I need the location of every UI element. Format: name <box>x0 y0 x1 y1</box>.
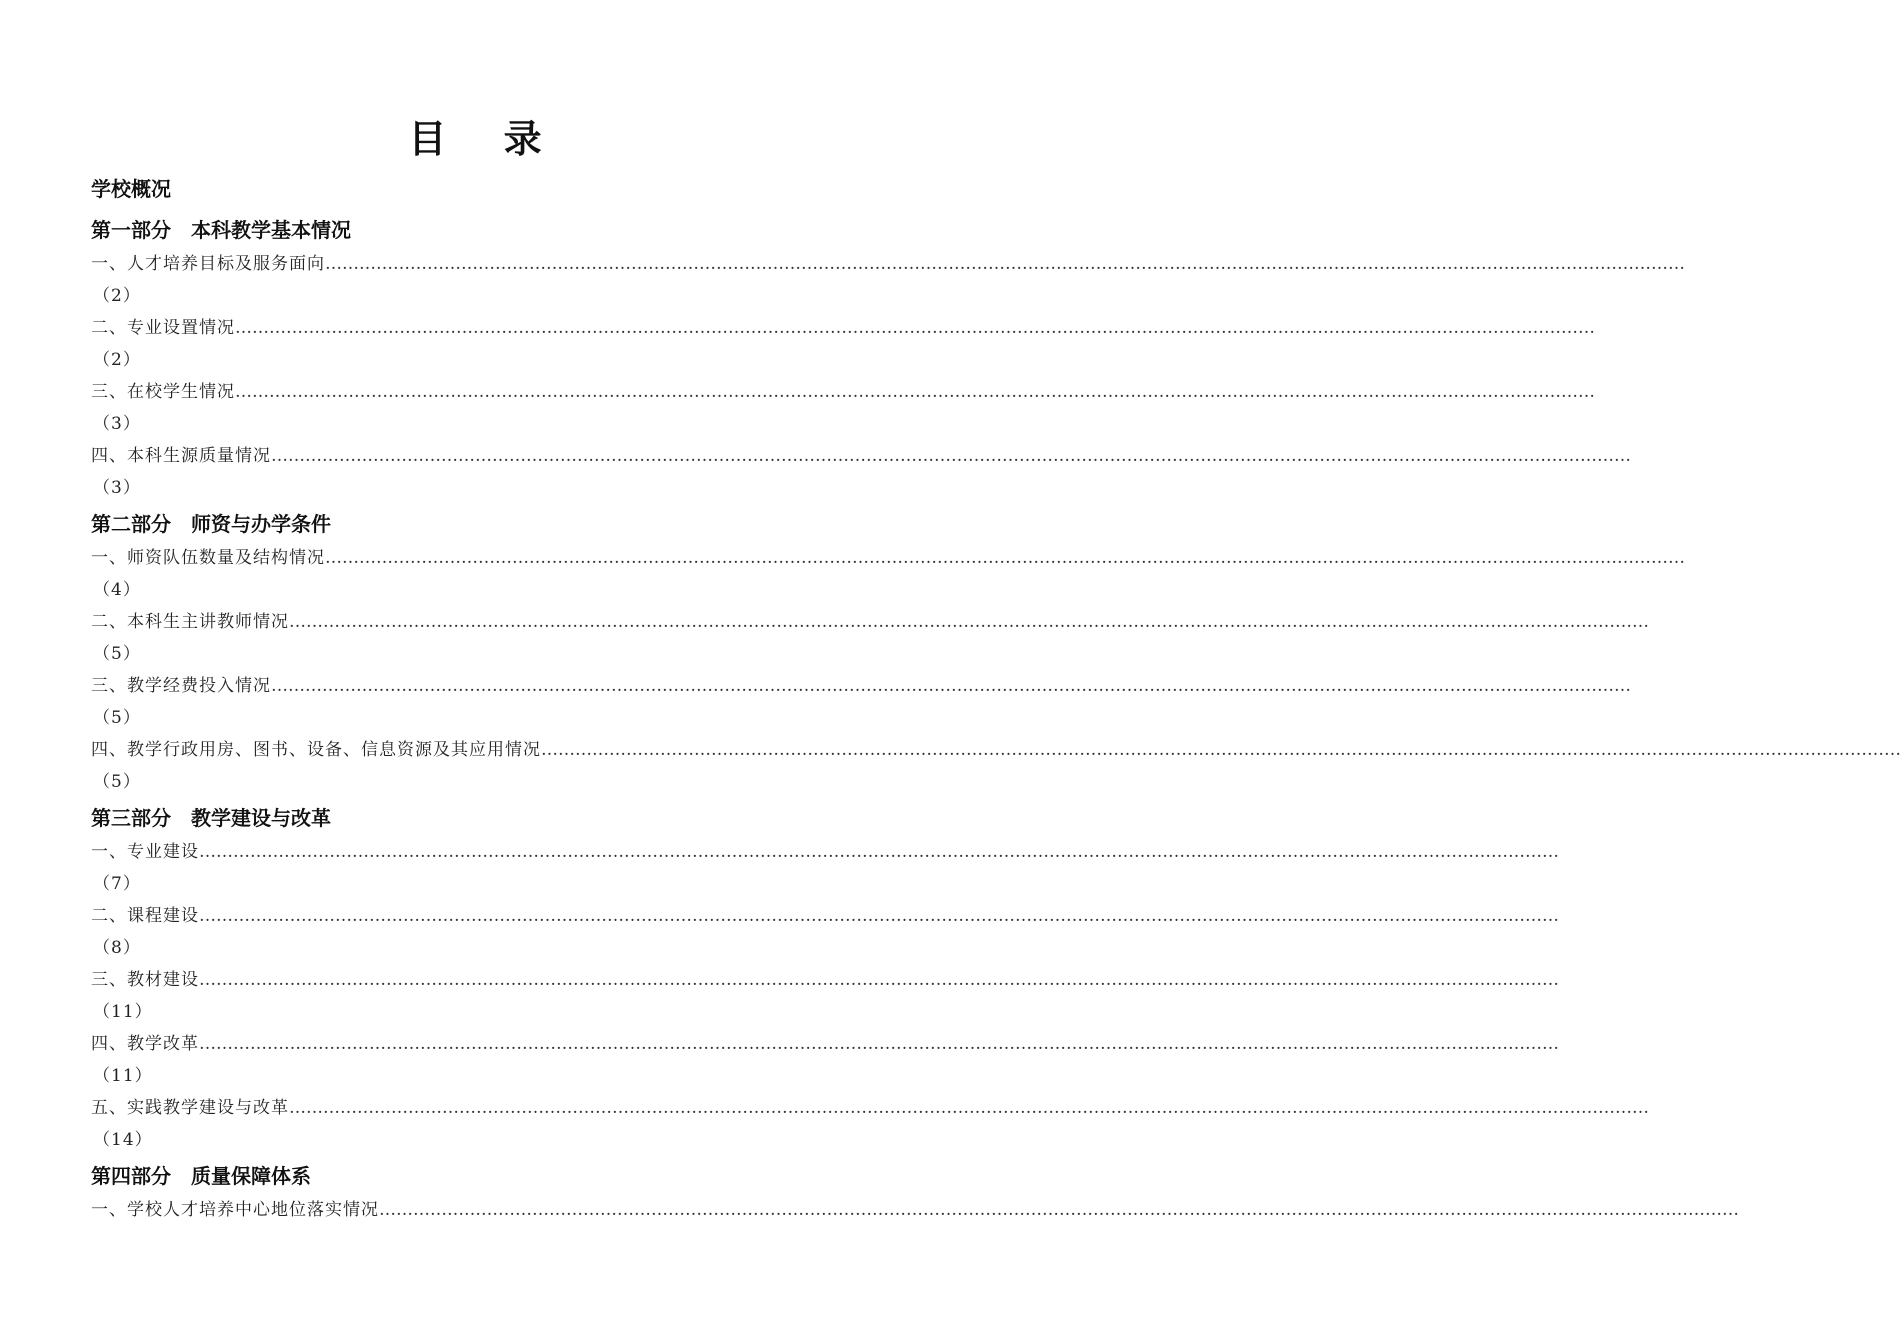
toc-entry-line <box>91 734 1901 766</box>
table-of-contents <box>91 212 1901 1228</box>
toc-entry-label: 四、本科生源质量情况 <box>91 446 271 466</box>
toc-leader-dots: …………………………………………………………………………………………………………………………………………………………………………………………………………………… <box>325 254 1685 274</box>
toc-entry-label: 四、教学行政用房、图书、设备、信息资源及其应用情况 <box>91 740 541 760</box>
toc-entry-line <box>91 964 1559 996</box>
toc-page-number: （5） <box>93 644 141 664</box>
toc-page-number: （11） <box>93 1002 153 1022</box>
toc-entry-label: 一、学校人才培养中心地位落实情况 <box>91 1200 379 1220</box>
toc-section <box>91 800 1649 1156</box>
toc-page-number: （5） <box>93 708 141 728</box>
toc-entry-label: 四、教学改革 <box>91 1034 199 1054</box>
toc-leader-dots: …………………………………………………………………………………………………………………………………………………………………………………………………………………… <box>325 548 1685 568</box>
toc-leader-dots: …………………………………………………………………………………………………………………………………………………………………………………………………………………… <box>235 382 1595 402</box>
toc-section <box>91 1158 1739 1226</box>
toc-entry-line <box>91 440 1631 472</box>
toc-entry-line <box>91 836 1559 868</box>
toc-entry-label: 一、人才培养目标及服务面向 <box>91 254 325 274</box>
toc-entry-line <box>91 606 1649 638</box>
intro-heading: 学校概况 <box>91 177 171 201</box>
toc-entry[interactable] <box>91 376 1595 440</box>
toc-leader-dots: …………………………………………………………………………………………………………………………………………………………………………………………………………………… <box>541 740 1901 760</box>
toc-page-number: （8） <box>93 938 141 958</box>
toc-entry-label: 三、教学经费投入情况 <box>91 676 271 696</box>
toc-entry[interactable] <box>91 542 1685 606</box>
toc-page-number: （5） <box>93 772 141 792</box>
section-name: 本科教学基本情况 <box>191 218 351 242</box>
toc-entry-line <box>91 248 1685 280</box>
toc-page-number: （7） <box>93 874 141 894</box>
toc-leader-dots: …………………………………………………………………………………………………………………………………………………………………………………………………………………… <box>199 906 1559 926</box>
toc-leader-dots: …………………………………………………………………………………………………………………………………………………………………………………………………………………… <box>379 1200 1739 1220</box>
toc-leader-dots: …………………………………………………………………………………………………………………………………………………………………………………………………………………… <box>235 318 1595 338</box>
toc-entry-line <box>91 900 1559 932</box>
toc-page-number: （3） <box>93 414 141 434</box>
section-heading <box>91 1158 859 1194</box>
toc-leader-dots: …………………………………………………………………………………………………………………………………………………………………………………………………………………… <box>199 842 1559 862</box>
toc-page-number: （2） <box>93 286 141 306</box>
toc-page-number: （4） <box>93 580 141 600</box>
toc-entry[interactable] <box>91 836 1559 900</box>
section-name: 师资与办学条件 <box>191 512 331 536</box>
toc-entry-label: 一、师资队伍数量及结构情况 <box>91 548 325 568</box>
toc-entry-label: 一、专业建设 <box>91 842 199 862</box>
toc-leader-dots: …………………………………………………………………………………………………………………………………………………………………………………………………………………… <box>199 1034 1559 1054</box>
toc-section <box>91 506 1901 798</box>
section-heading <box>91 800 859 836</box>
section-name: 质量保障体系 <box>191 1164 311 1188</box>
toc-entry-label: 二、本科生主讲教师情况 <box>91 612 289 632</box>
toc-page-number: （14） <box>93 1130 153 1150</box>
toc-entry-label: 三、在校学生情况 <box>91 382 235 402</box>
toc-entry[interactable] <box>91 670 1631 734</box>
toc-entry[interactable] <box>91 1092 1649 1156</box>
toc-entry-line <box>91 1028 1559 1060</box>
toc-entry[interactable] <box>91 734 1901 798</box>
section-part-label: 第一部分 <box>91 218 171 242</box>
toc-entry[interactable] <box>91 312 1595 376</box>
section-heading <box>91 212 859 248</box>
toc-entry[interactable] <box>91 606 1649 670</box>
section-heading <box>91 506 859 542</box>
toc-entry[interactable] <box>91 440 1631 504</box>
toc-entry[interactable] <box>91 1194 1739 1226</box>
toc-entry-label: 二、专业设置情况 <box>91 318 235 338</box>
toc-entry-line <box>91 312 1595 344</box>
toc-leader-dots: …………………………………………………………………………………………………………………………………………………………………………………………………………………… <box>271 446 1631 466</box>
section-part-label: 第二部分 <box>91 512 171 536</box>
toc-leader-dots: …………………………………………………………………………………………………………………………………………………………………………………………………………………… <box>199 970 1559 990</box>
toc-entry-line <box>91 670 1631 702</box>
toc-entry-label: 二、课程建设 <box>91 906 199 926</box>
toc-entry[interactable] <box>91 248 1685 312</box>
toc-entry[interactable] <box>91 1028 1559 1092</box>
toc-entry[interactable] <box>91 964 1559 1028</box>
page-title: 目 录 <box>408 117 564 161</box>
section-part-label: 第四部分 <box>91 1164 171 1188</box>
toc-page-number: （2） <box>93 350 141 370</box>
toc-leader-dots: …………………………………………………………………………………………………………………………………………………………………………………………………………………… <box>271 676 1631 696</box>
toc-entry-line <box>91 542 1685 574</box>
toc-leader-dots: …………………………………………………………………………………………………………………………………………………………………………………………………………………… <box>289 612 1649 632</box>
toc-entry-label: 三、教材建设 <box>91 970 199 990</box>
toc-leader-dots: …………………………………………………………………………………………………………………………………………………………………………………………………………………… <box>289 1098 1649 1118</box>
toc-page-number: （11） <box>93 1066 153 1086</box>
toc-entry-line <box>91 1194 1739 1226</box>
toc-section <box>91 212 1685 504</box>
section-part-label: 第三部分 <box>91 806 171 830</box>
toc-page-number: （3） <box>93 478 141 498</box>
toc-entry-line <box>91 1092 1649 1124</box>
toc-entry-label: 五、实践教学建设与改革 <box>91 1098 289 1118</box>
toc-entry[interactable] <box>91 900 1559 964</box>
section-name: 教学建设与改革 <box>191 806 331 830</box>
toc-entry-line <box>91 376 1595 408</box>
